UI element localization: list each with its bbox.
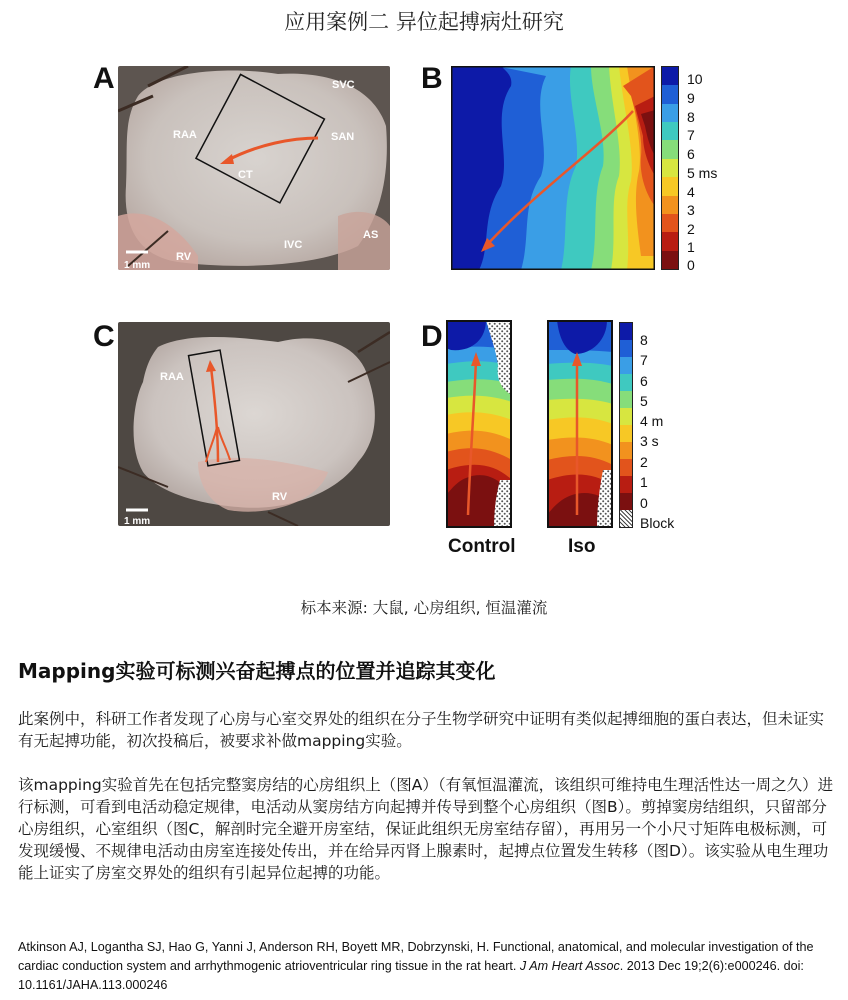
colorbar-b-tick: 6	[687, 146, 695, 162]
colorbar-d-tick: 0	[640, 495, 648, 511]
paragraph-1: 此案例中，科研工作者发现了心房与心室交界处的组织在分子生物学研究中证明有类似起搏细胞的蛋白表达，但未证实有无起搏功能，初次投稿后，被要求补做mapping实验。	[18, 710, 825, 750]
colorbar-b-tick: 7	[687, 127, 695, 143]
label-rv: RV	[176, 251, 192, 263]
label-ct: CT	[238, 169, 253, 181]
tissue-photo-c	[118, 322, 390, 526]
page-title: 应用案例二 异位起搏病灶研究	[284, 10, 564, 34]
activation-map-iso	[547, 320, 613, 528]
colorbar-d-tick: 5	[640, 393, 648, 409]
colorbar-b-tick: 1	[687, 239, 695, 255]
colorbar-d-tick: 7	[640, 352, 648, 368]
panel-letter-b: B	[421, 62, 443, 95]
colorbar-d-tick: 4 m	[640, 413, 664, 429]
panel-letter-a: A	[93, 62, 115, 95]
colorbar-d	[619, 322, 633, 528]
colorbar-b-tick: 8	[687, 109, 695, 125]
colorbar-d-tick: 3 s	[640, 433, 659, 449]
scale-bar-c: 1 mm	[124, 516, 151, 526]
label-raa-c: RAA	[160, 371, 184, 383]
colorbar-d-tick: 8	[640, 332, 648, 348]
scale-bar-a: 1 mm	[124, 260, 151, 270]
label-as: AS	[363, 229, 379, 241]
colorbar-d-tick: 6	[640, 373, 648, 389]
colorbar-b-tick: 3	[687, 202, 695, 218]
figure-caption: 标本来源: 大鼠, 心房组织, 恒温灌流	[300, 599, 548, 617]
tissue-photo-a	[118, 66, 390, 270]
section-heading: Mapping实验可标测兴奋起搏点的位置并追踪其变化	[18, 659, 496, 683]
reference-authors-title: Atkinson AJ, Logantha SJ, Hao G, Yanni J, Anderson RH, Boyett MR, Dobrzynski, H. Functional, anatomical, and molecular investigation of the cardiac conduction system and arrhythmogenic atrioventricular ring tissue in the rat heart.	[18, 940, 814, 973]
colorbar-b-tick: 0	[687, 257, 695, 273]
label-rv-c: RV	[272, 491, 288, 503]
label-raa: RAA	[173, 129, 197, 141]
paragraph-2: 该mapping实验首先在包括完整窦房结的心房组织上（图A）（有氧恒温灌流，该组织可维持电生理活性达一周之久）进行标测，可看到电活动稳定规律，电活动从窦房结方向起搏并传导到整个心房组织（图B）。剪掉窦房结组织，只留部分心房组织，心室组织（图C，解剖时完全避开房室结，保证此组织无房室结存留），再用另一个小尺寸矩阵电极标测，可发现缓慢、不规律电活动由房室连接处传出，并在给异丙肾上腺素时，起搏点位置发生转移（图D）。该实验从电生理功能上证实了房室交界处的组织有引起异位起搏的功能。	[18, 776, 834, 882]
colorbar-b	[661, 66, 679, 270]
colorbar-b-tick: 10	[687, 71, 703, 87]
colorbar-b-tick: 5 ms	[687, 165, 718, 181]
condition-label-iso: Iso	[568, 536, 596, 557]
reference-details: . 2013 Dec 19;2(6):e000246. doi: 10.1161/JAHA.113.000246	[18, 959, 804, 992]
condition-label-control: Control	[448, 536, 516, 557]
activation-map-b	[451, 66, 655, 270]
activation-map-control	[446, 320, 512, 528]
label-san: SAN	[331, 131, 355, 143]
colorbar-b-tick: 2	[687, 221, 695, 237]
label-svc: SVC	[332, 79, 355, 91]
colorbar-d-tick: 1	[640, 474, 648, 490]
panel-letter-c: C	[93, 320, 115, 353]
colorbar-b-tick: 9	[687, 90, 695, 106]
label-ivc: IVC	[284, 239, 303, 251]
colorbar-b-tick: 4	[687, 184, 695, 200]
colorbar-d-tick: 2	[640, 454, 648, 470]
colorbar-d-tick: Block	[640, 515, 675, 531]
reference-citation	[18, 938, 838, 995]
reference-journal: J Am Heart Assoc	[519, 959, 620, 973]
panel-letter-d: D	[421, 320, 443, 353]
